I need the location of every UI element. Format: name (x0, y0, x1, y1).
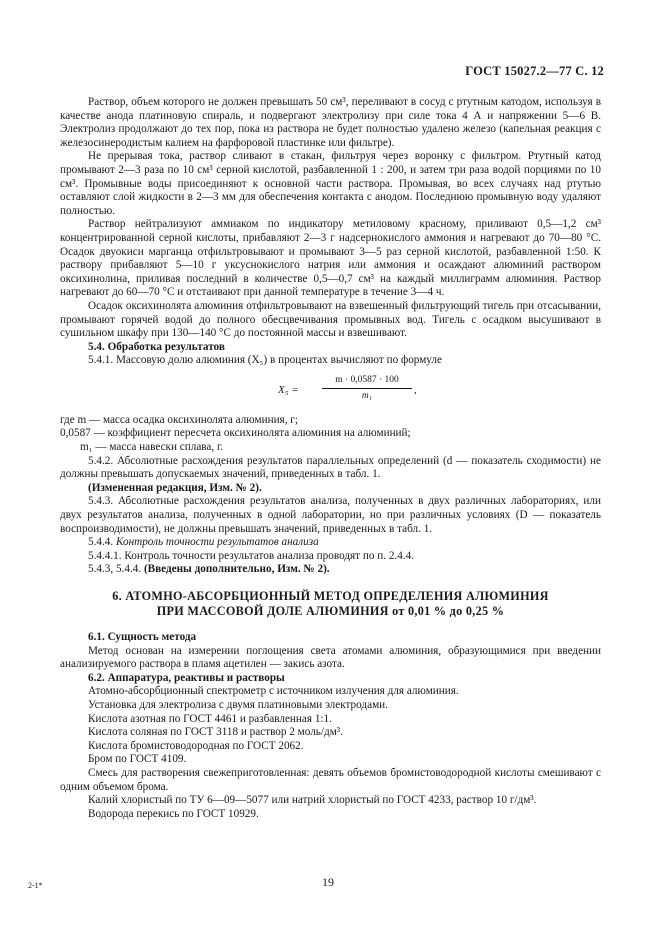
document-body (60, 96, 601, 821)
paragraph-electrolysis: Раствор, объем которого не должен превышать 50 см³, переливают в сосуд с ртутным катодом, используя в качестве анода платиновую спираль, и подвергают электролизу при силе тока 4 А и напряжении 5—6 В. Электролиз продолжают до тех пор, пока из раствора не будет полностью удалено железо (капельная реакция с железосинеродистым калием на фарфоровой пластинке или фильтре). (60, 96, 601, 149)
reagent-chloride: Калий хлористый по ТУ 6—09—5077 или натрий хлористый по ГОСТ 4233, раствор 10 г/дм³. (88, 794, 537, 807)
formula-fraction (322, 374, 412, 404)
paragraph-5-4-4-1: 5.4.4.1. Контроль точности результатов анализа проводят по п. 2.4.4. (88, 549, 414, 562)
paragraph-5-4-3: 5.4.3. Абсолютные расхождения результатов анализа, полученных в двух различных лабораториях, или двух результатов анализа, полученных в одной лаборатории, но при различных условиях (D — показатель воспроизводимости), не должны превышать значений, приведенных в табл. 1. (60, 495, 601, 535)
paragraph-5-4-4 (60, 536, 601, 550)
heading-6-2: 6.2. Аппаратура, реактивы и растворы (88, 671, 285, 684)
paragraph-precipitate: Осадок оксихинолята алюминия отфильтровывают на взвешенный фильтрующий тигель при отсасывании, промывают горячей водой до полного обесцвечивания промывных вод. Тигель с осадком высушивают в сушильном шкафу при 130—140 °С до постоянной массы и взвешивают. (60, 299, 601, 340)
paragraph-5-4-4-title: Контроль точности результатов анализа (115, 536, 319, 549)
reagent-spectrometer: Атомно-абсорбционный спектрометр с источником излучения для алюминия. (88, 685, 459, 698)
paragraph-filtering: Не прерывая тока, раствор сливают в стакан, фильтруя через воронку с фильтром. Ртутный катод промывают 2—3 раза по 10 см³ серной кислотой, разбавленной 1 : 200, и затем три раза водой порциями по 10 см³. Промывные воды присоединяют к основной части раствора. Промывая, во всех случаях над ртутью оставляют слой жидкости в 2—3 мм для обеспечения контакта с анодом. Последнюю промывную воду удаляют полностью. (60, 150, 601, 217)
where-m: где m — масса осадка оксихинолята алюминия, г; (60, 413, 298, 426)
reagent-nitric-acid: Кислота азотная по ГОСТ 4461 и разбавленная 1:1. (88, 712, 332, 725)
reagent-hydrogen-peroxide: Водорода перекись по ГОСТ 10929. (88, 807, 259, 820)
reagent-hydrobromic-acid: Кислота бромистоводородная по ГОСТ 2062. (88, 739, 304, 752)
section-6-heading (60, 589, 601, 619)
reagent-bromine: Бром по ГОСТ 4109. (88, 753, 187, 766)
reagent-dissolving-mixture: Смесь для растворения свежеприготовленная: девять объемов бромистоводородной кислоты смешивают с одним объемом брома. (60, 766, 601, 793)
reagent-hydrochloric-acid: Кислота соляная по ГОСТ 3118 и раствор 2 моль/дм³. (88, 726, 343, 739)
introduced-note-number: 5.4.3, 5.4.4. (88, 563, 142, 576)
signature-mark: 2-1* (28, 881, 43, 890)
where-m1: m₁ — масса навески сплава, г. (80, 441, 224, 454)
introduced-note (60, 563, 601, 577)
formula-denominator: m₁ (361, 391, 373, 402)
formula-numerator: m · 0,0587 · 100 (322, 374, 412, 390)
paragraph-5-4-4-number: 5.4.4. (88, 536, 114, 549)
formula-lhs: X₅ = (278, 383, 299, 396)
formula-comma: , (414, 383, 417, 396)
paragraph-6-1: Метод основан на измерении поглощения света атомами алюминия, образующимися при введении анализируемого раствора в пламя ацетилен — закись азота. (60, 644, 601, 671)
heading-6-1: 6.1. Сущность метода (88, 631, 197, 643)
section-6-heading-line2: ПРИ МАССОВОЙ ДОЛЕ АЛЮМИНИЯ от 0,01 % до 0,25 % (156, 604, 505, 618)
page-header: ГОСТ 15027.2—77 С. 12 (465, 64, 604, 78)
where-coefficient: 0,0587 — коэффициент пересчета оксихинолята алюминия на алюминий; (60, 427, 411, 440)
paragraph-5-4-1: 5.4.1. Массовую долю алюминия (X₅) в процентах вычисляют по формуле (88, 354, 442, 367)
edition-note: (Измененная редакция, Изм. № 2). (88, 481, 262, 494)
reagent-electrolysis-unit: Установка для электролиза с двумя платиновыми электродами. (88, 698, 388, 711)
formula-x5 (60, 374, 601, 410)
introduced-note-text: (Введены дополнительно, Изм. № 2). (143, 563, 330, 576)
section-6-heading-line1: 6. АТОМНО-АБСОРБЦИОННЫЙ МЕТОД ОПРЕДЕЛЕНИЯ АЛЮМИНИЯ (112, 589, 549, 603)
paragraph-neutralization: Раствор нейтрализуют аммиаком по индикатору метиловому красному, приливают 0,5—1,2 см³ концентрированной серной кислоты, прибавляют 2—3 г надсернокислого аммония и нагревают до 70—80 °С. Осадок двуокиси марганца отфильтровывают и промывают 3—5 раз серной кислотой, разбавленной 1:50. К раствору прибавляют 5—10 г уксуснокислого натрия или аммония и осаждают алюминий раствором оксихинолина, приливая последний в количестве 0,5—0,7 см³ на каждый миллиграмм алюминия. Раствор нагревают до 60—70 °С и отстаивают при данной температуре в течение 3—4 ч. (60, 218, 601, 299)
paragraph-5-4-2: 5.4.2. Абсолютные расхождения результатов параллельных определений (d — показатель сходимости) не должны превышать допускаемых значений, приведенных в табл. 1. (60, 454, 601, 481)
page-number: 19 (322, 875, 334, 889)
heading-5-4: 5.4. Обработка результатов (88, 340, 225, 353)
